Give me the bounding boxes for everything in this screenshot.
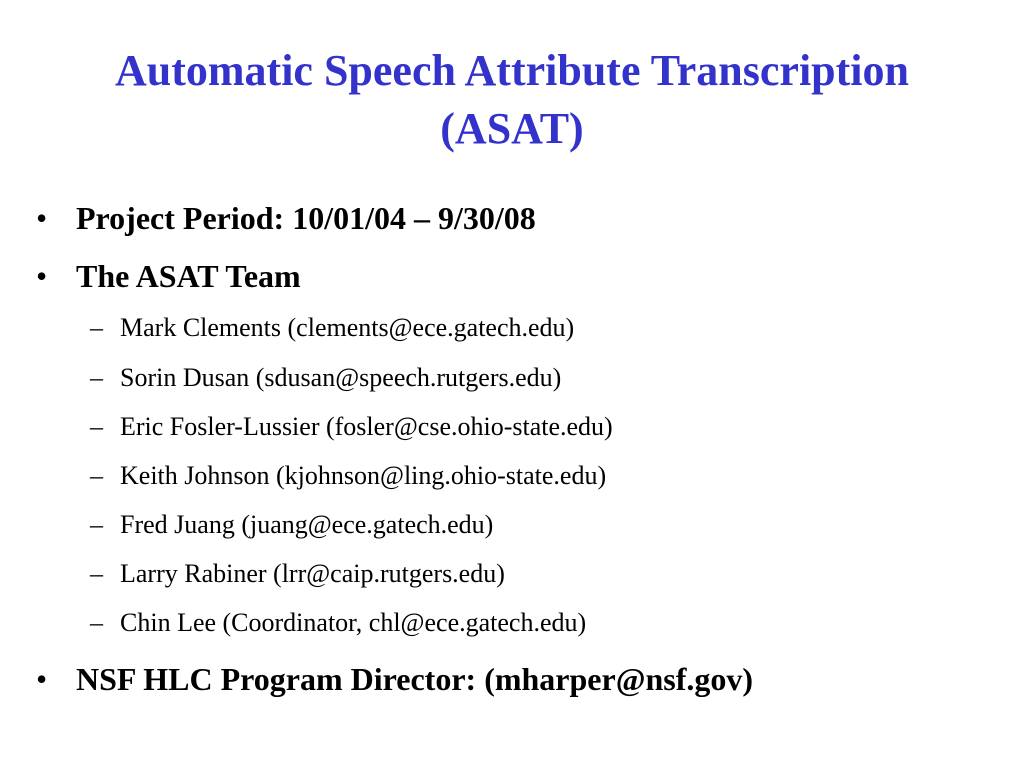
- bullet-mark: •: [36, 200, 48, 236]
- bullet-text: NSF HLC Program Director: (mharper@nsf.gov): [76, 661, 754, 697]
- bullet-project-period: [36, 198, 536, 238]
- bullet-program-director: [36, 659, 753, 699]
- team-member-item: [90, 410, 613, 444]
- dash-mark: –: [90, 363, 103, 392]
- bullet-text: The ASAT Team: [76, 258, 301, 294]
- team-member-item: [90, 311, 574, 345]
- dash-mark: –: [90, 313, 103, 342]
- dash-mark: –: [90, 510, 103, 539]
- team-member-text: Chin Lee (Coordinator, chl@ece.gatech.edu): [120, 608, 587, 637]
- bullet-asat-team: [36, 256, 301, 296]
- team-member-text: Mark Clements (clements@ece.gatech.edu): [120, 313, 575, 342]
- dash-mark: –: [90, 461, 103, 490]
- team-member-text: Sorin Dusan (sdusan@speech.rutgers.edu): [120, 363, 562, 392]
- slide-title: [0, 42, 1024, 158]
- team-member-text: Keith Johnson (kjohnson@ling.ohio-state.edu): [120, 461, 607, 490]
- team-member-item: [90, 459, 606, 493]
- team-member-item: [90, 557, 505, 591]
- team-member-item: [90, 508, 493, 542]
- team-member-item: [90, 361, 561, 395]
- slide-title-line-1: Automatic Speech Attribute Transcription: [115, 46, 909, 95]
- team-member-text: Eric Fosler-Lussier (fosler@cse.ohio-state.edu): [120, 412, 613, 441]
- team-member-text: Larry Rabiner (lrr@caip.rutgers.edu): [120, 559, 505, 588]
- bullet-mark: •: [36, 661, 48, 697]
- bullet-text: Project Period: 10/01/04 – 9/30/08: [76, 200, 536, 236]
- dash-mark: –: [90, 559, 103, 588]
- team-member-item: [90, 606, 586, 640]
- slide-title-line-2: (ASAT): [440, 104, 584, 153]
- dash-mark: –: [90, 412, 103, 441]
- bullet-mark: •: [36, 258, 48, 294]
- team-member-text: Fred Juang (juang@ece.gatech.edu): [120, 510, 494, 539]
- dash-mark: –: [90, 608, 103, 637]
